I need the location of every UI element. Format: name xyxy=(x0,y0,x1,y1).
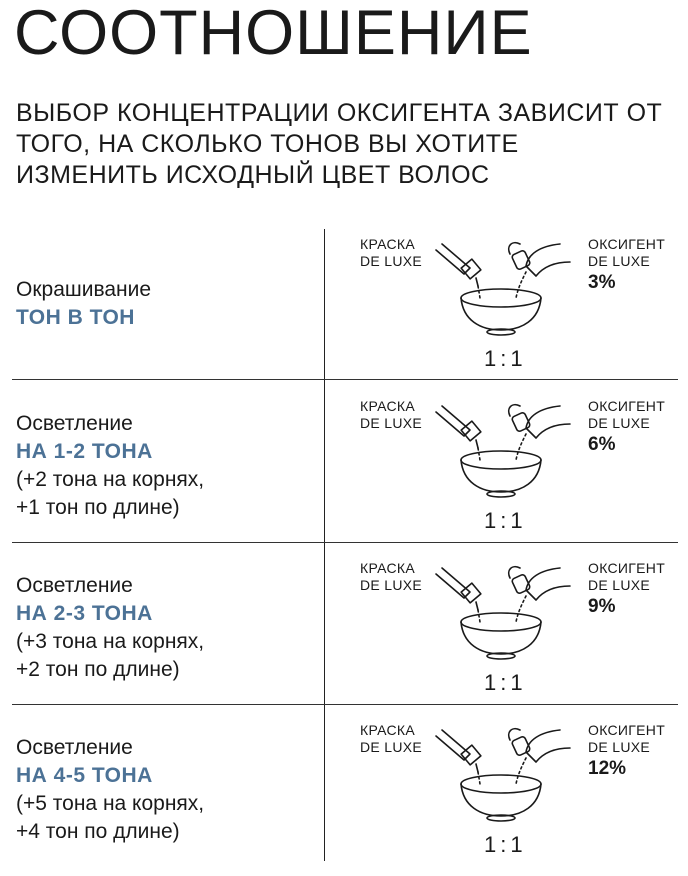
page-title: СООТНОШЕНИЕ xyxy=(14,0,533,68)
mix-ratio: 1:1 xyxy=(484,832,527,857)
row-note: (+3 тона на корнях, xyxy=(16,630,205,653)
row-3-illustration xyxy=(330,556,682,706)
dye-label: КРАСКА DE LUXE xyxy=(360,722,423,755)
row-4-illustration xyxy=(330,718,682,868)
oxygent-percent: 9% xyxy=(588,596,616,617)
mixing-bowl-icon xyxy=(330,232,682,344)
row-1-text xyxy=(16,276,151,332)
mixing-bowl-icon xyxy=(330,394,682,506)
page-subtitle: ВЫБОР КОНЦЕНТРАЦИИ ОКСИГЕНТА ЗАВИСИТ ОТ ТОГО, НА СКОЛЬКО ТОНОВ ВЫ ХОТИТЕ ИЗМЕНИТЬ ИСХОДНЫЙ ЦВЕТ ВОЛОС xyxy=(16,99,663,189)
row-note: (+2 тона на корнях, xyxy=(16,468,205,491)
oxygent-percent: 6% xyxy=(588,434,616,455)
row-accent: НА 4-5 ТОНА xyxy=(16,764,153,787)
mix-ratio: 1:1 xyxy=(484,346,527,371)
dye-label: КРАСКА DE LUXE xyxy=(360,398,423,431)
row-note: +1 тон по длине) xyxy=(16,496,180,519)
row-2-text xyxy=(16,410,204,522)
oxygent-label: ОКСИГЕНТ DE LUXE xyxy=(588,722,666,755)
row-label: Осветление xyxy=(16,736,133,759)
mixing-bowl-icon xyxy=(330,556,682,668)
row-accent: НА 1-2 ТОНА xyxy=(16,440,153,463)
dye-label: КРАСКА DE LUXE xyxy=(360,236,423,269)
oxygent-percent: 12% xyxy=(588,758,627,779)
row-accent: НА 2-3 ТОНА xyxy=(16,602,153,625)
mix-ratio: 1:1 xyxy=(484,508,527,533)
row-label: Осветление xyxy=(16,412,133,435)
row-note: +2 тон по длине) xyxy=(16,658,180,681)
row-1-illustration xyxy=(330,232,682,382)
row-3-text xyxy=(16,572,204,684)
oxygent-label: ОКСИГЕНТ DE LUXE xyxy=(588,236,666,269)
oxygent-percent: 3% xyxy=(588,272,616,293)
row-label: Осветление xyxy=(16,574,133,597)
oxygent-label: ОКСИГЕНТ DE LUXE xyxy=(588,398,666,431)
row-label: Окрашивание xyxy=(16,278,152,301)
oxygent-label: ОКСИГЕНТ DE LUXE xyxy=(588,560,666,593)
row-accent: ТОН В ТОН xyxy=(16,306,135,329)
row-note: (+5 тона на корнях, xyxy=(16,792,205,815)
row-4-text xyxy=(16,734,204,846)
column-divider xyxy=(324,229,325,861)
mix-ratio: 1:1 xyxy=(484,670,527,695)
row-note: +4 тон по длине) xyxy=(16,820,180,843)
row-2-illustration xyxy=(330,394,682,544)
dye-label: КРАСКА DE LUXE xyxy=(360,560,423,593)
mixing-bowl-icon xyxy=(330,718,682,830)
